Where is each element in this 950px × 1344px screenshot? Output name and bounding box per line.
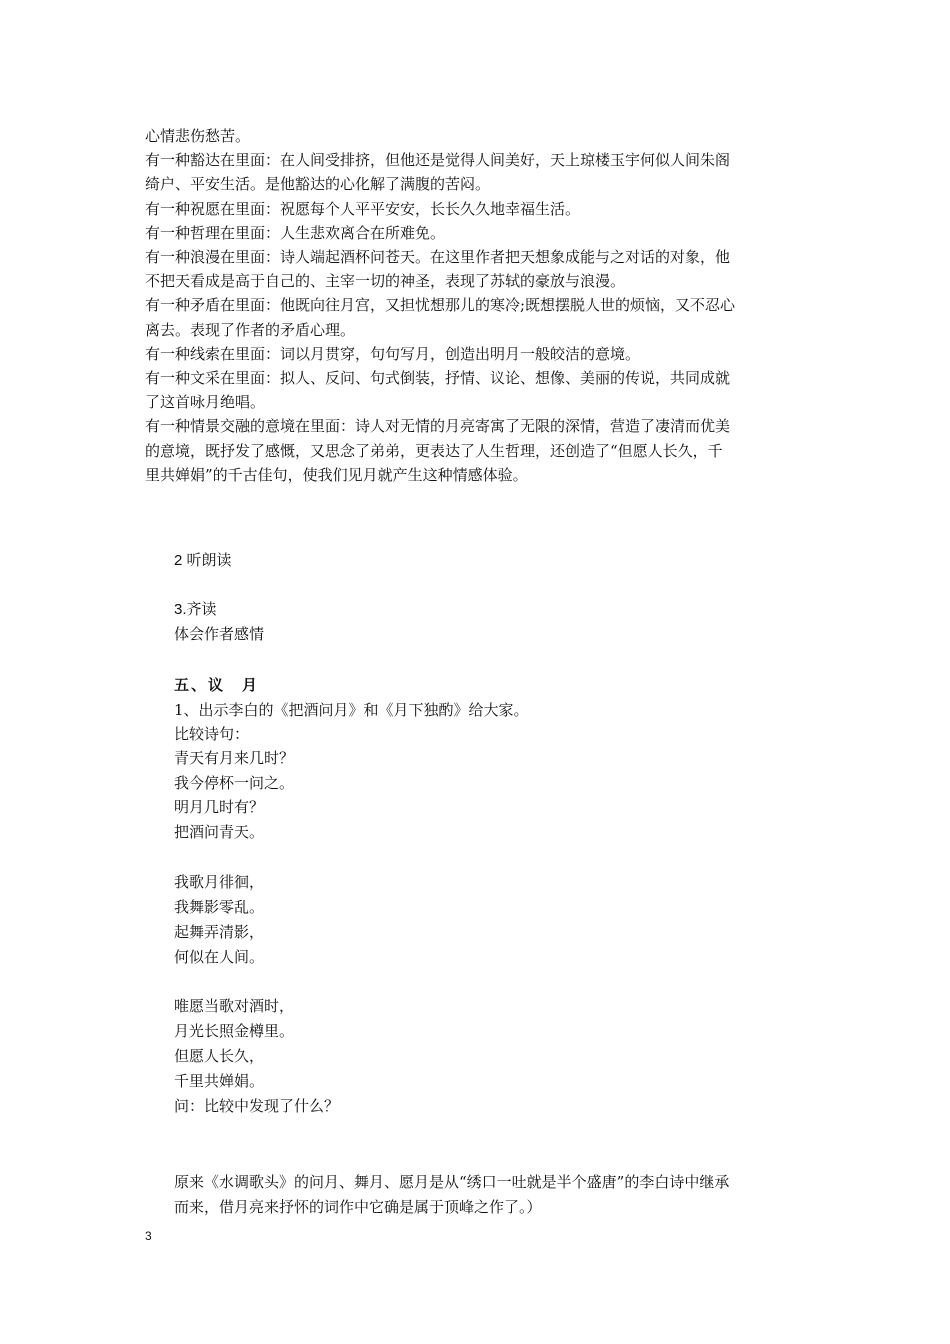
section-intro: 1、出示李白的《把酒问月》和《月下独酌》给大家。 bbox=[174, 701, 529, 719]
text-line: 有一种矛盾在里面：他既向往月宫，又担忧想那儿的寒冷;既想摆脱人世的烦恼，又不忍心 bbox=[145, 296, 736, 315]
step-note: 体会作者感情 bbox=[174, 626, 265, 643]
poem-line: 青天有月来几时？ bbox=[174, 749, 295, 767]
text-line: 有一种线索在里面：词以月贯穿，句句写月，创造出明月一般皎洁的意境。 bbox=[145, 344, 641, 363]
text-line: 有一种文采在里面：拟人、反问、句式倒装，抒情、议论、想像、美丽的传说，共同成就 bbox=[145, 369, 731, 388]
poem-line: 我今停杯一问之。 bbox=[174, 774, 295, 792]
step-read-together: 3.齐读 bbox=[174, 601, 217, 618]
text-line: 不把天看成是高于自己的、主宰一切的神圣，表现了苏轼的豪放与浪漫。 bbox=[145, 272, 626, 291]
text-line: 的意境，既抒发了感慨，又思念了弟弟，更表达了人生哲理，还创造了“但愿人长久，千 bbox=[145, 441, 723, 460]
page-number: 3 bbox=[145, 1229, 152, 1243]
conclusion-line: 而来，借月亮来抒怀的词作中它确是属于顶峰之作了。） bbox=[174, 1198, 542, 1216]
poem-line: 起舞弄清影， bbox=[174, 923, 265, 941]
poem-line: 唯愿当歌对酒时， bbox=[174, 997, 295, 1015]
poem-line: 但愿人长久， bbox=[174, 1047, 265, 1065]
question-line: 问：比较中发现了什么？ bbox=[174, 1097, 340, 1115]
text-line: 有一种浪漫在里面：诗人端起酒杯问苍天。在这里作者把天想象成能与之对话的对象，他 bbox=[145, 248, 731, 267]
text-line: 有一种哲理在里面：人生悲欢离合在所难免。 bbox=[145, 223, 446, 242]
text-line: 心情悲伤愁苦。 bbox=[145, 127, 251, 145]
text-line: 里共婵娟”的千古佳句，使我们见月就产生这种情感体验。 bbox=[145, 465, 528, 484]
section-heading: 五、议 月 bbox=[174, 677, 260, 694]
poem-line: 明月几时有？ bbox=[174, 798, 265, 816]
poem-line: 把酒问青天。 bbox=[174, 823, 265, 841]
step-listen: 2 听朗读 bbox=[174, 552, 232, 569]
text-line: 绮户、平安生活。是他豁达的心化解了满腹的苦闷。 bbox=[145, 175, 491, 194]
poem-line: 我歌月徘徊， bbox=[174, 873, 265, 891]
text-line: 有一种情景交融的意境在里面：诗人对无情的月亮寄寓了无限的深情，营造了凄清而优美 bbox=[145, 417, 731, 436]
text-line: 有一种豁达在里面：在人间受排挤，但他还是觉得人间美好，天上琼楼玉宇何似人间朱阁 bbox=[145, 151, 731, 170]
poem-line: 千里共婵娟。 bbox=[174, 1072, 265, 1090]
text-line: 离去。表现了作者的矛盾心理。 bbox=[145, 320, 356, 339]
poem-line: 何似在人间。 bbox=[174, 948, 265, 966]
poem-line: 我舞影零乱。 bbox=[174, 898, 265, 916]
analysis-paragraphs bbox=[145, 124, 810, 487]
text-line: 了这首咏月绝唱。 bbox=[145, 393, 266, 412]
conclusion-line: 原来《水调歌头》的问月、舞月、愿月是从“绣口一吐就是半个盛唐”的李白诗中继承 bbox=[174, 1173, 730, 1191]
text-line: 有一种祝愿在里面：祝愿每个人平平安安，长长久久地幸福生活。 bbox=[145, 199, 581, 218]
poem-line: 月光长照金樽里。 bbox=[174, 1022, 295, 1040]
compare-label: 比较诗句： bbox=[174, 725, 250, 743]
